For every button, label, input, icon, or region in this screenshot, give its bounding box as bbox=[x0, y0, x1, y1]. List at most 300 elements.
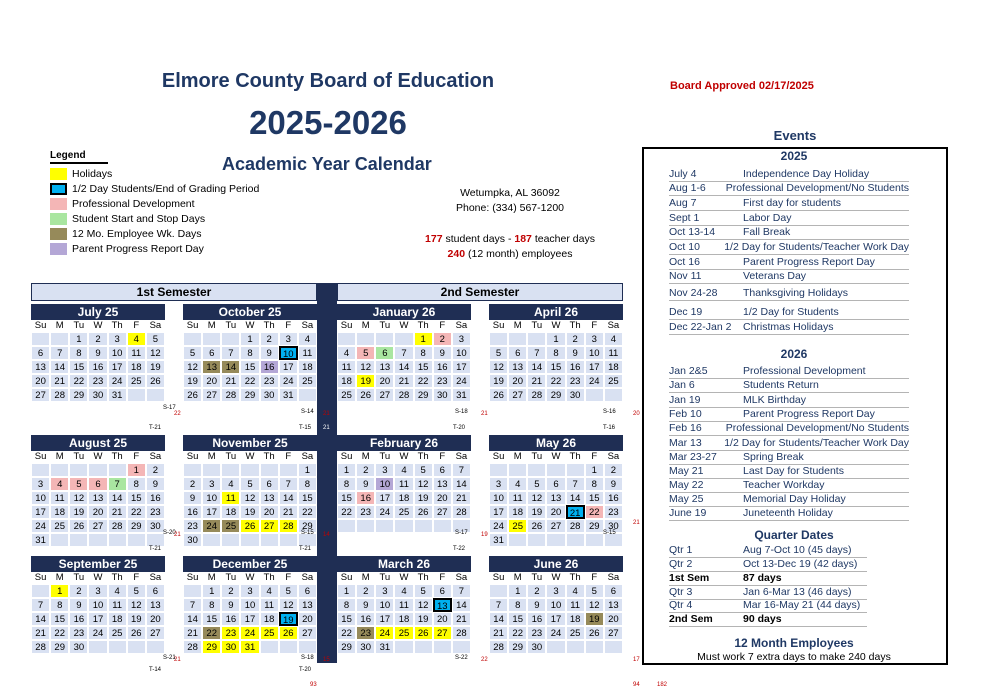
empty-cell bbox=[240, 533, 259, 547]
day-grid bbox=[489, 332, 623, 402]
event-date: Oct 13-14 bbox=[669, 226, 716, 238]
event-date: Jan 2&5 bbox=[669, 365, 708, 377]
empty-cell bbox=[527, 332, 546, 346]
day-cell: 9 bbox=[356, 598, 375, 612]
day-cell: 19 bbox=[414, 491, 433, 505]
day-cell: 15 bbox=[508, 612, 527, 626]
day-cell: 15 bbox=[337, 612, 356, 626]
empty-cell bbox=[433, 519, 452, 533]
event-row bbox=[669, 181, 909, 196]
empty-cell bbox=[546, 640, 565, 654]
s-count: S-17 bbox=[163, 405, 176, 411]
day-cell: 2 bbox=[183, 477, 202, 491]
day-cell: 19 bbox=[127, 612, 146, 626]
event-row bbox=[669, 586, 867, 600]
t-count: T-21 bbox=[149, 546, 162, 552]
day-cell: 5 bbox=[414, 584, 433, 598]
weekday-label: Th bbox=[417, 451, 429, 462]
events-year-2026: 2026 bbox=[780, 347, 808, 361]
empty-cell bbox=[546, 533, 565, 547]
legend-items bbox=[50, 166, 259, 256]
month-title: February 26 bbox=[337, 435, 471, 451]
weekday-label: W bbox=[551, 451, 561, 462]
day-cell: 10 bbox=[31, 491, 50, 505]
day-cell: 19 bbox=[585, 612, 604, 626]
day-cell: 14 bbox=[108, 491, 127, 505]
day-cell: 18 bbox=[127, 360, 146, 374]
t-count: T-15 bbox=[299, 425, 312, 431]
side-count: 21 bbox=[174, 657, 181, 663]
empty-cell bbox=[508, 533, 527, 547]
day-cell: 1 bbox=[127, 463, 146, 477]
day-cell: 9 bbox=[604, 477, 623, 491]
day-cell: 7 bbox=[452, 463, 471, 477]
weekday-label: W bbox=[93, 572, 103, 583]
side-count: 17 bbox=[633, 657, 640, 663]
day-cell: 4 bbox=[337, 346, 356, 360]
empty-cell bbox=[88, 463, 107, 477]
address-phone: Phone: (334) 567-1200 bbox=[456, 202, 564, 214]
day-cell: 18 bbox=[221, 505, 240, 519]
event-text: Jan 6-Mar 13 (46 days) bbox=[743, 586, 852, 598]
empty-cell bbox=[527, 463, 546, 477]
day-cell: 3 bbox=[202, 477, 221, 491]
day-cell: 17 bbox=[375, 612, 394, 626]
day-cell: 29 bbox=[298, 519, 317, 533]
weekday-header bbox=[337, 320, 471, 332]
weekday-header bbox=[31, 451, 165, 463]
event-row bbox=[669, 436, 909, 451]
second-semester-header: 2nd Semester bbox=[337, 283, 623, 301]
event-row bbox=[669, 167, 909, 182]
day-cell: 26 bbox=[146, 374, 165, 388]
event-date: Sept 1 bbox=[669, 212, 700, 224]
s-count: S-17 bbox=[455, 530, 468, 536]
month-september-25 bbox=[31, 556, 165, 654]
weekday-label: Tu bbox=[225, 451, 237, 462]
legend-title: Legend bbox=[50, 150, 108, 164]
day-cell: 1 bbox=[69, 332, 88, 346]
day-cell: 18 bbox=[298, 360, 317, 374]
day-cell: 20 bbox=[375, 374, 394, 388]
event-text: 87 days bbox=[743, 572, 782, 584]
t-count: T-21 bbox=[149, 425, 162, 431]
events-title: Events bbox=[773, 128, 817, 143]
day-cell: 13 bbox=[433, 477, 452, 491]
employees-title: 12 Month Employees bbox=[734, 636, 854, 650]
month-title: April 26 bbox=[489, 304, 623, 320]
day-cell: 16 bbox=[527, 612, 546, 626]
semester-divider bbox=[317, 283, 337, 663]
day-cell: 30 bbox=[69, 640, 88, 654]
day-cell: 9 bbox=[69, 598, 88, 612]
day-cell: 21 bbox=[31, 626, 50, 640]
empty-cell bbox=[433, 640, 452, 654]
year-title: 2025-2026 bbox=[249, 104, 407, 141]
event-row bbox=[669, 544, 867, 558]
day-cell: 12 bbox=[527, 491, 546, 505]
bar-count: 14 bbox=[323, 532, 330, 538]
empty-cell bbox=[452, 640, 471, 654]
day-cell: 6 bbox=[202, 346, 221, 360]
day-cell: 4 bbox=[221, 477, 240, 491]
day-cell: 17 bbox=[88, 612, 107, 626]
day-cell: 15 bbox=[202, 612, 221, 626]
weekday-label: Su bbox=[340, 572, 353, 583]
weekday-label: Tu bbox=[531, 320, 543, 331]
side-count: 19 bbox=[481, 532, 488, 538]
weekday-label: M bbox=[361, 451, 370, 462]
month-november-25 bbox=[183, 435, 317, 547]
empty-cell bbox=[183, 332, 202, 346]
weekday-label: Sa bbox=[301, 451, 314, 462]
event-text: Students Return bbox=[743, 379, 819, 391]
legend-label: Student Start and Stop Days bbox=[72, 212, 206, 225]
weekday-label: M bbox=[513, 320, 522, 331]
day-cell: 30 bbox=[604, 519, 623, 533]
day-cell: 29 bbox=[69, 388, 88, 402]
day-cell: 25 bbox=[566, 626, 585, 640]
weekday-label: W bbox=[551, 320, 561, 331]
empty-cell bbox=[527, 533, 546, 547]
day-cell: 11 bbox=[394, 598, 413, 612]
weekday-label: Tu bbox=[379, 572, 391, 583]
event-date: Mar 13 bbox=[669, 437, 702, 449]
day-cell: 27 bbox=[260, 519, 279, 533]
day-cell: 11 bbox=[127, 346, 146, 360]
day-cell: 23 bbox=[221, 626, 240, 640]
day-cell: 28 bbox=[452, 626, 471, 640]
empty-cell bbox=[394, 519, 413, 533]
bar-count: 21 bbox=[323, 411, 330, 417]
event-text: Christmas Holidays bbox=[743, 321, 834, 333]
day-cell: 8 bbox=[414, 346, 433, 360]
day-cell: 17 bbox=[489, 505, 508, 519]
day-cell: 1 bbox=[508, 584, 527, 598]
event-date: July 4 bbox=[669, 168, 697, 180]
day-cell: 12 bbox=[279, 598, 298, 612]
day-cell: 27 bbox=[88, 519, 107, 533]
weekday-label: Tu bbox=[225, 320, 237, 331]
legend-item bbox=[50, 226, 259, 241]
legend-swatch bbox=[50, 198, 67, 210]
event-row bbox=[669, 269, 909, 284]
weekday-label: W bbox=[245, 451, 255, 462]
empty-cell bbox=[221, 463, 240, 477]
weekday-label: M bbox=[207, 451, 216, 462]
side-count: 21 bbox=[633, 520, 640, 526]
day-cell: 10 bbox=[546, 598, 565, 612]
weekday-label: W bbox=[93, 451, 103, 462]
day-cell: 23 bbox=[356, 505, 375, 519]
event-date: Feb 16 bbox=[669, 422, 702, 434]
event-row bbox=[669, 225, 909, 240]
day-cell: 5 bbox=[69, 477, 88, 491]
empty-cell bbox=[31, 332, 50, 346]
day-cell: 11 bbox=[508, 491, 527, 505]
legend-item bbox=[50, 196, 259, 211]
quarter-dates-title: Quarter Dates bbox=[754, 528, 834, 542]
month-july-25 bbox=[31, 304, 165, 402]
day-cell: 31 bbox=[375, 640, 394, 654]
day-cell: 17 bbox=[546, 612, 565, 626]
bottom-count: 93 bbox=[310, 682, 317, 688]
weekday-label: Tu bbox=[379, 451, 391, 462]
day-cell: 2 bbox=[69, 584, 88, 598]
event-date: Jan 6 bbox=[669, 379, 695, 391]
day-cell: 10 bbox=[585, 346, 604, 360]
day-cell: 1 bbox=[546, 332, 565, 346]
day-cell: 9 bbox=[221, 598, 240, 612]
event-row bbox=[669, 364, 909, 379]
day-cell: 9 bbox=[433, 346, 452, 360]
day-cell: 28 bbox=[108, 519, 127, 533]
empty-cell bbox=[546, 463, 565, 477]
day-cell: 14 bbox=[31, 612, 50, 626]
day-cell: 16 bbox=[88, 360, 107, 374]
weekday-label: F bbox=[591, 451, 598, 462]
day-cell: 3 bbox=[31, 477, 50, 491]
day-cell: 14 bbox=[452, 598, 471, 612]
day-cell: 7 bbox=[527, 346, 546, 360]
event-row bbox=[669, 558, 867, 572]
day-cell: 8 bbox=[127, 477, 146, 491]
empty-cell bbox=[88, 533, 107, 547]
event-date: Qtr 3 bbox=[669, 586, 693, 598]
day-cell: 13 bbox=[146, 598, 165, 612]
day-cell: 20 bbox=[88, 505, 107, 519]
day-cell: 1 bbox=[414, 332, 433, 346]
empty-cell bbox=[298, 388, 317, 402]
address-city: Wetumpka, AL 36092 bbox=[460, 187, 560, 199]
day-grid bbox=[337, 463, 471, 533]
day-cell: 6 bbox=[604, 584, 623, 598]
day-cell: 27 bbox=[298, 626, 317, 640]
day-cell: 15 bbox=[585, 491, 604, 505]
weekday-label: Th bbox=[111, 320, 123, 331]
day-cell: 9 bbox=[183, 491, 202, 505]
day-cell: 2 bbox=[527, 584, 546, 598]
day-cell: 27 bbox=[433, 626, 452, 640]
day-cell: 28 bbox=[279, 519, 298, 533]
empty-cell bbox=[31, 463, 50, 477]
day-cell: 23 bbox=[433, 374, 452, 388]
empty-cell bbox=[221, 332, 240, 346]
event-text: Labor Day bbox=[743, 212, 792, 224]
day-cell: 16 bbox=[183, 505, 202, 519]
day-cell: 7 bbox=[566, 477, 585, 491]
day-cell: 8 bbox=[50, 598, 69, 612]
day-cell: 22 bbox=[337, 505, 356, 519]
day-cell: 22 bbox=[240, 374, 259, 388]
weekday-label: Th bbox=[263, 572, 275, 583]
month-title: September 25 bbox=[31, 556, 165, 572]
day-cell: 24 bbox=[88, 626, 107, 640]
address-block bbox=[410, 186, 610, 216]
approval-note: Board Approved 02/17/2025 bbox=[670, 80, 814, 92]
day-cell: 4 bbox=[50, 477, 69, 491]
weekday-label: Th bbox=[569, 572, 581, 583]
day-cell: 25 bbox=[127, 374, 146, 388]
day-cell: 31 bbox=[489, 533, 508, 547]
day-cell: 24 bbox=[375, 505, 394, 519]
day-cell: 27 bbox=[508, 388, 527, 402]
event-row bbox=[669, 478, 909, 493]
day-cell: 4 bbox=[508, 477, 527, 491]
day-cell: 27 bbox=[433, 505, 452, 519]
day-cell: 4 bbox=[108, 584, 127, 598]
legend-label: Professional Development bbox=[72, 197, 195, 210]
day-cell: 26 bbox=[356, 388, 375, 402]
day-cell: 28 bbox=[221, 388, 240, 402]
month-title: December 25 bbox=[183, 556, 317, 572]
event-date: May 25 bbox=[669, 493, 704, 505]
day-cell: 5 bbox=[489, 346, 508, 360]
event-date: Nov 11 bbox=[669, 270, 702, 282]
month-january-26 bbox=[337, 304, 471, 402]
day-cell: 16 bbox=[69, 612, 88, 626]
empty-cell bbox=[202, 463, 221, 477]
day-cell: 19 bbox=[414, 612, 433, 626]
month-title: June 26 bbox=[489, 556, 623, 572]
s-count: S-18 bbox=[455, 409, 468, 415]
weekday-label: Th bbox=[111, 451, 123, 462]
day-cell: 2 bbox=[146, 463, 165, 477]
side-count: 22 bbox=[174, 411, 181, 417]
weekday-label: Th bbox=[569, 320, 581, 331]
day-cell: 8 bbox=[240, 346, 259, 360]
event-text: Spring Break bbox=[743, 451, 804, 463]
day-cell: 22 bbox=[546, 374, 565, 388]
event-row bbox=[669, 286, 909, 301]
weekday-label: Th bbox=[111, 572, 123, 583]
day-cell: 15 bbox=[50, 612, 69, 626]
day-cell: 19 bbox=[279, 612, 298, 626]
empty-cell bbox=[394, 640, 413, 654]
day-cell: 11 bbox=[394, 477, 413, 491]
month-title: January 26 bbox=[337, 304, 471, 320]
day-cell: 19 bbox=[527, 505, 546, 519]
day-cell: 12 bbox=[69, 491, 88, 505]
day-cell: 17 bbox=[202, 505, 221, 519]
weekday-label: Sa bbox=[149, 572, 162, 583]
event-row bbox=[669, 240, 909, 255]
empty-cell bbox=[508, 332, 527, 346]
day-cell: 23 bbox=[527, 626, 546, 640]
day-cell: 19 bbox=[183, 374, 202, 388]
weekday-label: M bbox=[207, 320, 216, 331]
weekday-label: Th bbox=[263, 320, 275, 331]
weekday-label: W bbox=[245, 572, 255, 583]
event-text: Independence Day Holiday bbox=[743, 168, 870, 180]
weekday-label: M bbox=[513, 451, 522, 462]
day-cell: 21 bbox=[452, 491, 471, 505]
event-date: Jan 19 bbox=[669, 394, 701, 406]
weekday-label: Th bbox=[417, 320, 429, 331]
month-june-26 bbox=[489, 556, 623, 654]
weekday-label: Su bbox=[34, 451, 47, 462]
day-cell: 23 bbox=[566, 374, 585, 388]
empty-cell bbox=[202, 332, 221, 346]
day-cell: 14 bbox=[489, 612, 508, 626]
weekday-label: Tu bbox=[379, 320, 391, 331]
day-cell: 7 bbox=[279, 477, 298, 491]
day-cell: 12 bbox=[146, 346, 165, 360]
day-cell: 3 bbox=[108, 332, 127, 346]
day-cell: 18 bbox=[394, 491, 413, 505]
empty-cell bbox=[50, 533, 69, 547]
day-cell: 6 bbox=[433, 463, 452, 477]
day-cell: 13 bbox=[202, 360, 221, 374]
day-cell: 4 bbox=[260, 584, 279, 598]
first-semester-header: 1st Semester bbox=[31, 283, 317, 301]
day-cell: 24 bbox=[375, 626, 394, 640]
t-count: T-16 bbox=[603, 425, 616, 431]
day-cell: 3 bbox=[546, 584, 565, 598]
day-cell: 15 bbox=[240, 360, 259, 374]
day-cell: 12 bbox=[356, 360, 375, 374]
day-cell: 22 bbox=[508, 626, 527, 640]
day-cell: 5 bbox=[527, 477, 546, 491]
day-grid bbox=[31, 584, 165, 654]
day-cell: 21 bbox=[489, 626, 508, 640]
weekday-label: F bbox=[591, 572, 598, 583]
day-cell: 3 bbox=[88, 584, 107, 598]
day-cell: 17 bbox=[375, 491, 394, 505]
event-text: 90 days bbox=[743, 613, 782, 625]
day-cell: 10 bbox=[240, 598, 259, 612]
day-cell: 30 bbox=[146, 519, 165, 533]
weekday-label: F bbox=[439, 320, 446, 331]
empty-cell bbox=[279, 533, 298, 547]
weekday-label: Su bbox=[186, 572, 199, 583]
day-cell: 9 bbox=[260, 346, 279, 360]
empty-cell bbox=[414, 640, 433, 654]
s-count: S-15 bbox=[301, 530, 314, 536]
day-cell: 8 bbox=[337, 598, 356, 612]
day-cell: 21 bbox=[183, 626, 202, 640]
event-date: June 19 bbox=[669, 507, 707, 519]
day-cell: 6 bbox=[433, 584, 452, 598]
day-cell: 22 bbox=[69, 374, 88, 388]
day-cell: 28 bbox=[31, 640, 50, 654]
side-count: 21 bbox=[481, 411, 488, 417]
weekday-label: F bbox=[133, 451, 140, 462]
empty-cell bbox=[298, 640, 317, 654]
day-cell: 1 bbox=[585, 463, 604, 477]
day-cell: 3 bbox=[375, 584, 394, 598]
teacher-days-label: teacher days bbox=[531, 233, 595, 245]
day-cell: 27 bbox=[546, 519, 565, 533]
day-cell: 23 bbox=[183, 519, 202, 533]
weekday-label: W bbox=[399, 451, 409, 462]
day-cell: 27 bbox=[202, 388, 221, 402]
day-cell: 2 bbox=[604, 463, 623, 477]
day-cell: 15 bbox=[337, 491, 356, 505]
day-cell: 4 bbox=[394, 584, 413, 598]
day-cell: 5 bbox=[414, 463, 433, 477]
student-teacher-days bbox=[380, 232, 640, 247]
day-cell: 29 bbox=[127, 519, 146, 533]
day-cell: 29 bbox=[585, 519, 604, 533]
day-cell: 7 bbox=[221, 346, 240, 360]
day-cell: 1 bbox=[337, 584, 356, 598]
weekday-label: M bbox=[207, 572, 216, 583]
day-cell: 17 bbox=[31, 505, 50, 519]
day-cell: 13 bbox=[298, 598, 317, 612]
day-cell: 10 bbox=[88, 598, 107, 612]
weekday-label: F bbox=[439, 572, 446, 583]
